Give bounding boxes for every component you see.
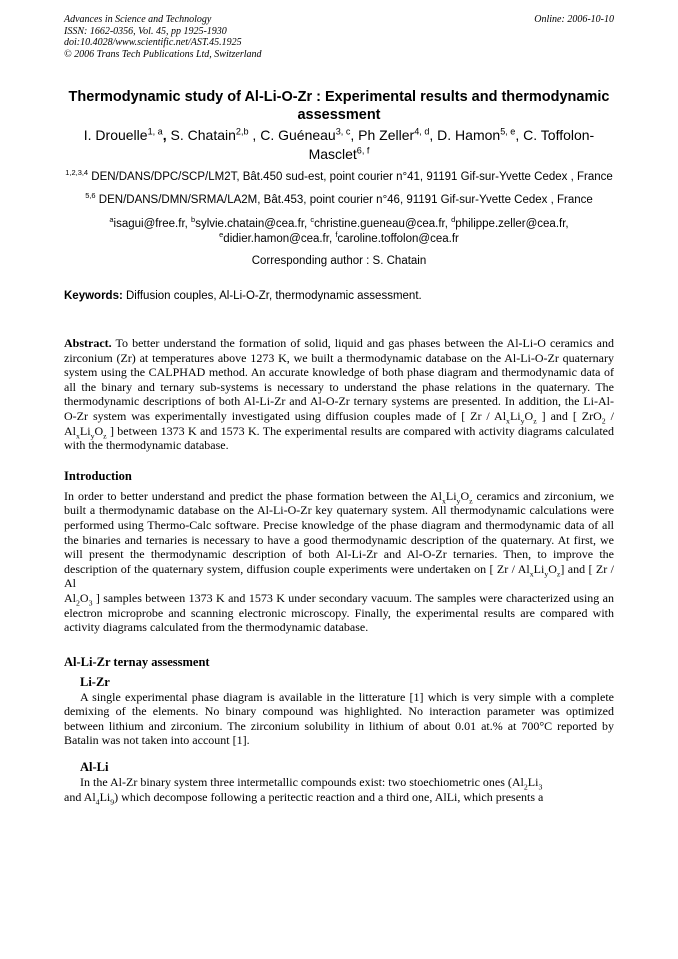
- affiliation-text: DEN/DANS/DPC/SCP/LM2T, Bât.450 sud-est, point courier n°41, 91191 Gif-sur-Yvette Cedex , France: [91, 171, 613, 183]
- author-sup: 6, f: [356, 145, 370, 156]
- author-sup: 2,b: [235, 126, 249, 137]
- corresponding-author: Corresponding author : S. Chatain: [251, 255, 427, 267]
- abstract-text: ] and [ ZrO: [541, 408, 602, 423]
- email-link[interactable]: sylvie.chatain@cea.fr: [195, 218, 305, 230]
- intro-text: ] and [ Zr / Al: [64, 561, 614, 591]
- affiliation-text: DEN/DANS/DMN/SRMA/LA2M, Bât.453, point courier n°46, 91191 Gif-sur-Yvette Cedex , France: [98, 194, 593, 206]
- intro-text: ceramics and zirconium, we built a thermodynamic database on the Al-Li-O-Zr key quaternary system. All thermodynamic calculations were performed using Thermo-Calc software. Precise knowledge of the phase diagram and thermodynamic data of all the binaries and ternaries is necessary to have a good thermodynamic description of the quaternary. At first, we will present the thermodynamic description of both Al-Li-Zr and Al-O-Zr ternaries. Then, to improve the description of the quaternary system, diffusion couple experiments were undertaken on [ Zr / Al: [64, 488, 614, 576]
- author-sup: 5, e: [500, 126, 516, 137]
- journal-header: [64, 14, 614, 60]
- journal-name: Advances in Science and Technology: [64, 14, 212, 25]
- journal-copyright: © 2006 Trans Tech Publications Ltd, Switzerland: [64, 48, 262, 60]
- alli-text-part: In the Al-Zr binary system three intermetallic compounds exist: two stoechiometric ones (Al: [80, 775, 524, 790]
- abstract: Abstract. To better understand the formation of solid, liquid and gas phases between the Al-Li-O ceramics and zirconium (Zr) at temperatures above 1273 K, we built a thermodynamic database on the Al-Li-O-Zr quaternary system using the CALPHAD method. An accurate knowledge of both phase diagram and thermodynamic data of all the binary and ternary sub-systems is necessary to understand the phase relations in the quaternary. The thermodynamic descriptions of both Al-Li-Zr and Al-O-Zr ternary systems are presented. In addition, the Li-Al-O-Zr system was experimentally investigated using diffusion couples made of [ Zr / $Al_xLi_yO_z$ ] and [ $ZrO_2 / Al_xLi_yO_z$ ] between 1373 K and 1573 K. The experimental results are compared with activity diagrams calculated with the thermodynamic database.: [64, 336, 615, 453]
- author: C. Toffolon-Masclet: [308, 127, 595, 162]
- affiliation: [64, 170, 614, 185]
- author-list: I. Drouelle$^{1, a}$, S. Chatain$^{2,b}$ , C. Guéneau$^{3, c}$, Ph Zeller$^{4, d}$, D. Hamon$^{5, e}$, C. Toffolon-Masclet$^{6, f}$: [83, 126, 595, 162]
- journal-doi: doi:10.4028/www.scientific.net/AST.45.1925: [64, 37, 242, 48]
- subsection-heading: Li-Zr: [80, 674, 110, 689]
- alli-text-part: ) which decompose following a peritectic reaction and a third one, AlLi, which presents a: [114, 789, 544, 804]
- email-sup: f: [335, 230, 338, 240]
- author-sup: 4, d: [414, 126, 430, 137]
- intro-text: ] samples between 1373 K and 1573 K under secondary vacuum. The samples were characterized using an electron microprobe and scanning electronic microscopy. Finally, the experimental results are compared with activity diagrams calculated from the thermodynamic database.: [64, 590, 614, 635]
- lizr-text: A single experimental phase diagram is available in the litterature [1] which is very simple with a complete demixing of the elements. No binary compound was highlighted. No interaction parameter was optimized between lithium and zirconium. The zirconium solubility in lithium of about 0.01 at.% at 700°C reported by Batalin was not taken into account [1].: [64, 689, 614, 748]
- author: S. Chatain: [170, 127, 236, 143]
- email-link[interactable]: christine.gueneau@cea.fr: [314, 218, 445, 230]
- email-sup: b: [191, 215, 196, 225]
- email-link[interactable]: caroline.toffolon@cea.fr: [337, 233, 459, 245]
- email-link[interactable]: isagui@free.fr: [113, 218, 185, 230]
- abstract-text: To better understand the formation of solid, liquid and gas phases between the Al-Li-O ceramics and zirconium (Zr) at temperatures above 1273 K, we built a thermodynamic database on the Al-Li-O-Zr quaternary system using the CALPHAD method. An accurate knowledge of both phase diagram and thermodynamic data of all the binary and ternary sub-systems is necessary to understand the phase relations in the quaternary. The thermodynamic descriptions of both Al-Li-Zr and Al-O-Zr ternary systems are presented. In addition, the Li-Al-O-Zr system was experimentally investigated using diffusion couples made of [ Zr / Al: [64, 336, 614, 423]
- author: I. Drouelle: [83, 127, 148, 143]
- author: C. Guéneau: [260, 127, 336, 143]
- affiliation: [64, 193, 614, 208]
- email-sup: a: [109, 215, 114, 225]
- keywords: [64, 289, 614, 304]
- email-sup: c: [310, 215, 315, 225]
- abstract-text: / Al: [64, 408, 614, 438]
- abstract-text: ] between 1373 K and 1573 K. The experimental results are compared with activity diagrams calculated with the thermodynamic database.: [64, 423, 615, 453]
- author-sup: 1, a: [147, 126, 163, 137]
- email-sup: d: [451, 215, 456, 225]
- email-sup: e: [219, 230, 224, 240]
- introduction-text: In order to better understand and predict the phase formation between the $Al_xLi_yO_z$ ceramics and zirconium, we built a thermodynamic database on the Al-Li-O-Zr key quaternary system. All thermodynamic calculations were performed using Thermo-Calc software. Precise knowledge of the phase diagram and thermodynamic data of all the binaries and ternaries is necessary to have a good thermodynamic description of the quaternary. At first, we will present the thermodynamic description of both Al-Li-Zr and Al-O-Zr ternaries. Then, to improve the description of the quaternary system, diffusion couple experiments were undertaken on [ Zr / $Al_xLi_yO_z$] and [ Zr / Al $Al_2O_3$ ] samples between 1373 K and 1573 K under secondary vacuum. The samples were characterized using an electron microprobe and scanning electronic microscopy. Finally, the experimental results are compared with activity diagrams calculated from the thermodynamic database.: [64, 488, 614, 635]
- online-date: Online: 2006-10-10: [534, 14, 614, 25]
- section-heading: Introduction: [64, 468, 132, 483]
- subsection-heading: Al-Li: [80, 760, 109, 775]
- paper-page: [64, 14, 615, 807]
- affiliation-sup: 5,6: [85, 191, 96, 201]
- paper-title: Thermodynamic study of Al-Li-O-Zr : Experimental results and thermodynamic assessment: [68, 89, 610, 123]
- intro-text: In order to better understand and predict the phase formation between the Al: [64, 488, 442, 503]
- author: Ph Zeller: [358, 127, 415, 143]
- email-list: $^a$isagui@free.fr, $^b$sylvie.chatain@cea.fr, $^c$christine.gueneau@cea.fr, $^d$philippe.zeller@cea.fr, $^e$didier.hamon@cea.fr, $^f$caroline.toffolon@cea.fr: [109, 215, 569, 245]
- author: D. Hamon: [437, 127, 501, 143]
- alli-text-part: and Al: [64, 789, 96, 804]
- email-link[interactable]: didier.hamon@cea.fr: [223, 233, 329, 245]
- keywords-text: Diffusion couples, Al-Li-O-Zr, thermodynamic assessment.: [126, 290, 422, 302]
- section-heading: Al-Li-Zr ternay assessment: [64, 654, 210, 669]
- alli-text: In the Al-Zr binary system three intermetallic compounds exist: two stoechiometric ones ($Al_2Li_3$ and $Al_4Li_9$) which decompose following a peritectic reaction and a third one, AlLi, which presents a: [64, 775, 544, 807]
- email-link[interactable]: philippe.zeller@cea.fr: [455, 218, 566, 230]
- abstract-label: Abstract.: [64, 336, 112, 350]
- journal-issn: ISSN: 1662-0356, Vol. 45, pp 1925-1930: [64, 25, 227, 37]
- author-sup: 3, c: [335, 126, 351, 137]
- affiliation-sup: 1,2,3,4: [65, 168, 89, 178]
- keywords-label: Keywords:: [64, 290, 123, 302]
